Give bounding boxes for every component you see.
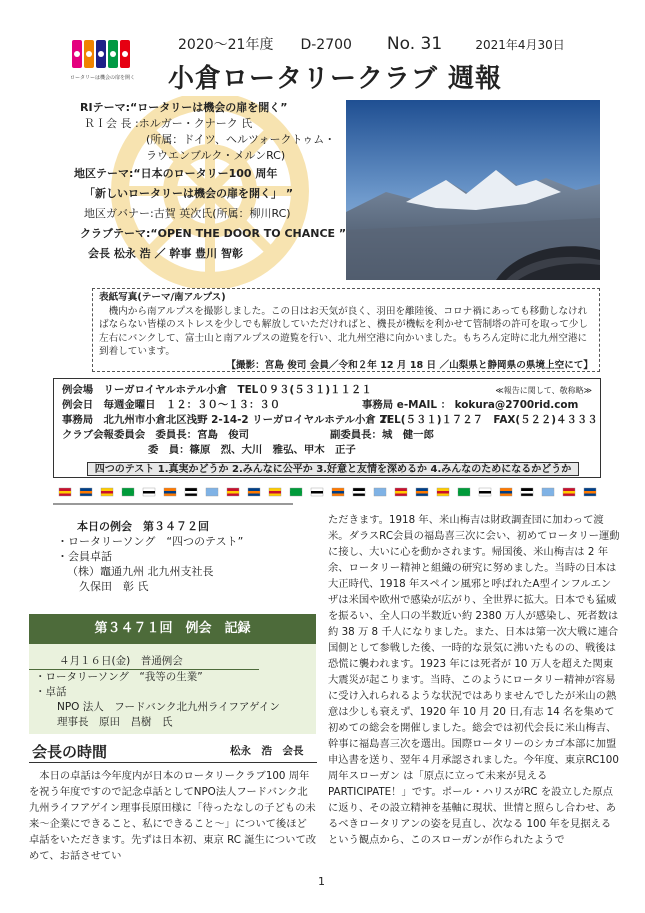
divider [29,762,317,763]
page-number: 1 [318,875,325,888]
logo-caption: ロータリーは機会の扉を開く [70,75,136,81]
office-email[interactable]: 事務局 e-MAIL ： kokura@2700rid.com [362,399,579,411]
president-section-title: 会長の時間 [32,743,108,761]
todays-song: ・ロータリーソング “四つのテスト” [57,535,244,548]
theme-block [74,100,354,262]
flag-icon [143,488,155,496]
flag-icon [80,488,92,496]
todays-meeting [53,503,293,613]
newsletter-title: 小倉ロータリークラブ 週報 [168,64,503,94]
flag-icon [542,488,554,496]
todays-speaker-company: （株）竈通九州 北九州支社長 [67,565,214,578]
flag-icon [248,488,260,496]
ri-theme: RIテーマ:“ロータリーは機会の扉を開く” [80,101,288,114]
ri-affiliation-2: ラウエンブルク・メルンRC) [146,149,286,162]
committee-chair: クラブ会報委員会 委員長：宮島 俊司 [62,429,250,441]
flag-icon [227,488,239,496]
office-phone: TEL(５３１)１７２７ FAX(５２２)４３３３ [380,414,598,426]
flag-icon [395,488,407,496]
caption-body: 機内から南アルプスを撮影しました。この日はお天気が良く、羽田を離陸後、コロナ禍にあっても移動しなければならない皆様のストレスを少しでも解放していただければと、機長が機転を利かせて管制塔の許可を取って少し左右にバンクして、富士山と南アルプスの遊覧を行い、北九州空港に向かいました。もちろん定時に北九州空港に到着しています。 [99,305,588,357]
club-logo [66,36,138,94]
flag-icon [584,488,596,496]
club-officers: 会長 松永 浩 ／ 幹事 豊川 智彰 [88,247,243,260]
four-way-test: 四つのテスト 1.真実かどうか 2.みんなに公平か 3.好意と友情を深めるか 4.みんなのためになるかどうか [87,462,579,476]
flag-icon [479,488,491,496]
flag-icon [290,488,302,496]
flag-icon [458,488,470,496]
committee-members: 委 員：篠原 烈、大川 雅弘、甲木 正子 [148,444,356,456]
issue-date: 2021年4月30日 [475,38,565,52]
record-speaker-org: NPO 法人 フードバンク北九州ライフアゲイン [57,701,280,713]
flag-icon [206,488,218,496]
office-address: 事務局 北九州市小倉北区浅野 2-14-2 リーガロイヤルホテル小倉 2F [62,414,394,426]
flag-icon [269,488,281,496]
meeting-day: 例会日 毎週金曜日 １２：３０～１３：３０ [62,399,281,411]
flag-icon [311,488,323,496]
district-number: D-2700 [300,37,352,53]
right-column-text: ただきます。1918 年、米山梅吉は財政調査団に加わって渡米。ダラスRC会員の福島喜三次に会い、初めてロータリー運動に接し、大いに心を動かされます。帰国後、米山梅吉は 2 年余、ロータリー精神と組織の研究に努めました。当時の日本は大正時代、1918 年スペイン風邪と呼ばれたA型インフルエンザは米国や欧州で感染が広がり、全世界に拡大。日本でも猛威を振るい、全人口の半数近い約 2380 万人が感染し、死者数は約 38 万 8 千人になりました。また、日本は第一次大戦に連合国側として参戦した後、一時的な景気に沸いたものの、戦後は恐慌に襲われます。1923 年には死者が 10 万人を超えた関東大震災が起こります。当時、このようにロータリー精神が容易に受け入れられるような状況ではありませんでしたが米山の熱意は少しも衰えず、1920 年 10 月 20 日,有志 14 名を集めて初めての総会を開催しました。総会では初代会長に米山梅吉、幹事に福島喜三次を選出。国際ロータリーのシカゴ本部に加盟申込書を送り、翌年４月承認されました。今年度、東京RC100周年スローガン は「原点に立って未来が見える PARTICIPATE！」です。ポール・ハリスがRC を設立した原点に返り、その設立精神を基軸に現状、世情と照らし合わせ、あるべきロータリアンの姿を見直し、次なる 100 年を見据えるという観点から、このスローガンが作られたようで [328,514,620,846]
flag-icon [353,488,365,496]
flag-icon [59,488,71,496]
todays-talk: ・会員卓話 [57,550,112,563]
header-meta [178,34,638,56]
fiscal-year: 2020～21年度 [178,37,274,53]
record-date: ４月１６日(金) 普通例会 [29,654,259,670]
committee-vice: 副委員長：城 健一郎 [330,429,434,441]
honorific-notice: ≪報告に関して、敬称略≫ [495,386,592,395]
issue-number: No. 31 [386,34,443,54]
ri-president: ＲＩ会 長 :ホルガー・クナーク 氏 [84,117,253,130]
todays-speaker-name: 久保田 彰 氏 [79,580,149,593]
flag-icon [164,488,176,496]
record-song: ・ロータリーソング “我等の生業” [35,671,203,683]
ri-affiliation-1: (所属：ドイツ、ヘルツォークトゥム・ [146,133,336,146]
district-theme: 地区テーマ:“日本のロータリー100 周年 [74,167,278,180]
flag-icon [500,488,512,496]
flag-icon [122,488,134,496]
venue: 例会場 リーガロイヤルホテル小倉 TEL０９３(５３１)１１２１ [62,384,372,396]
cover-photo [346,100,600,280]
president-author: 松永 浩 会長 [230,745,304,757]
cover-photo-caption [92,288,600,372]
flags-strip [53,482,601,492]
district-theme-2: 「新しいロータリーは機会の扉を開く」 ” [84,187,294,200]
flag-icon [416,488,428,496]
club-theme: クラブテーマ:“OPEN THE DOOR TO CHANCE ” [80,227,347,240]
president-text: 本日の卓話は今年度内が日本のロータリークラブ100 周年を祝う年度ですので記念卓話としてNPO法人フードバンク北九州ライフアゲイン理事長原田様に「待ったなしの子どもの未来～企業にできること、私にできること～」について後ほど卓話をいただきます。先ずは日本初、東京 RC 誕生について改めて、お話させてい [29,770,317,862]
flag-icon [101,488,113,496]
caption-heading: 表紙写真(テーマ/南アルプス) [99,292,226,303]
flag-icon [374,488,386,496]
caption-credit: 【撮影：宮島 俊司 会員／令和２年 12 月 18 日 ／山梨県と静岡県の県境上空にて】 [226,359,593,371]
todays-meeting-title: 本日の例会 第３４７２回 [77,520,209,533]
meeting-record-band: 第３４７１回 例会 記録 [29,614,316,644]
record-talk: ・卓話 [35,686,67,698]
flag-icon [332,488,344,496]
district-governor: 地区ガバナー:古賀 英次氏(所属：柳川RC) [84,207,291,220]
flag-icon [437,488,449,496]
meeting-record [29,644,316,734]
flag-icon [185,488,197,496]
flag-icon [521,488,533,496]
record-speaker-name: 理事長 原田 昌樹 氏 [57,716,173,728]
flag-icon [563,488,575,496]
